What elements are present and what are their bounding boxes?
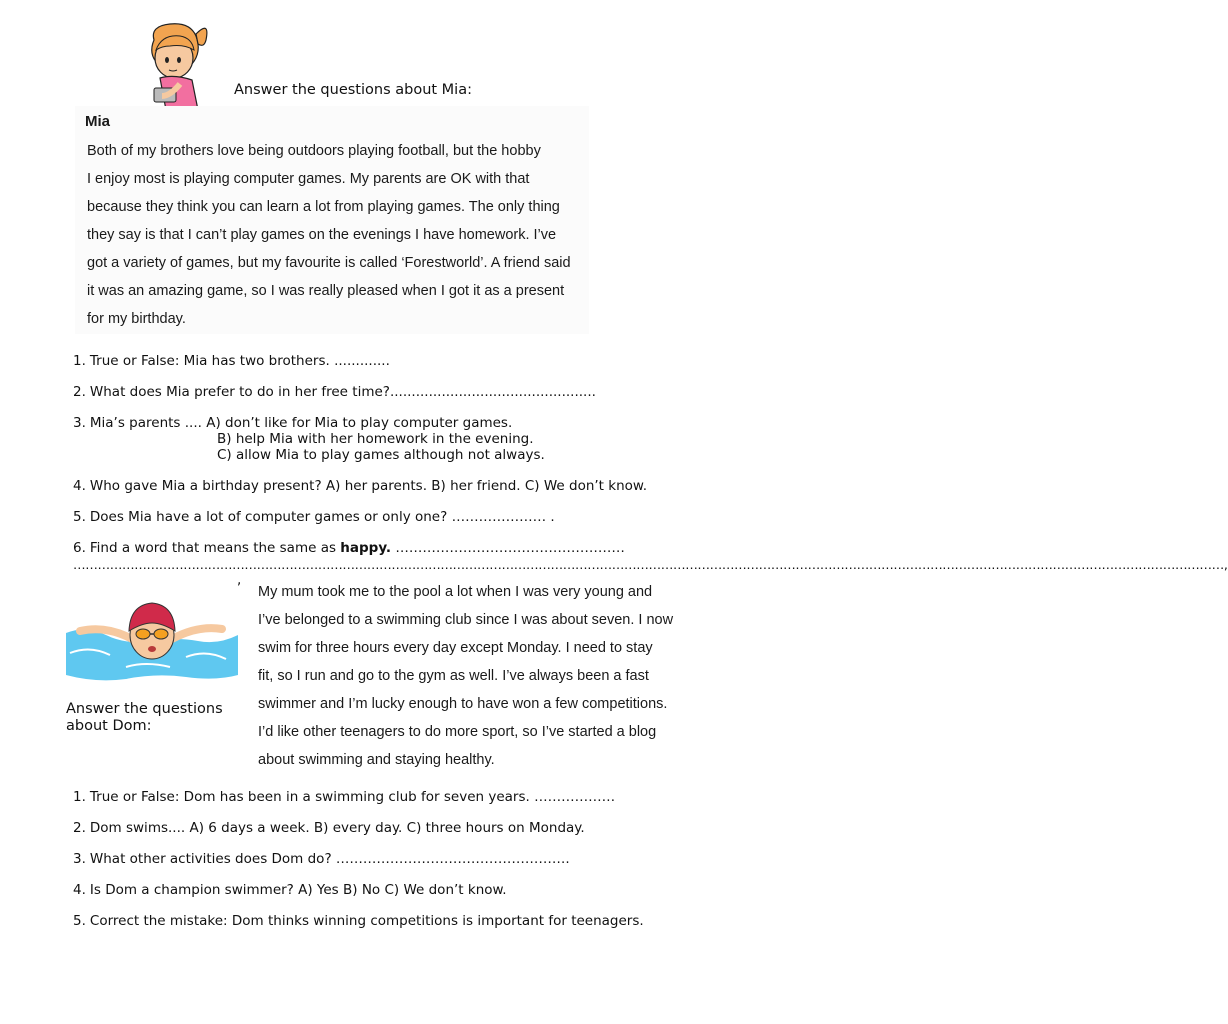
mia-passage-line: because they think you can learn a lot from playing games. The only thing (87, 199, 560, 215)
dom-heading-line1: Answer the questions (66, 701, 223, 717)
mia-passage-line: I enjoy most is playing computer games. My parents are OK with that (87, 171, 530, 187)
mia-question-3 (73, 415, 512, 431)
mia-passage-line: they say is that I can’t play games on the evenings I have homework. I’ve (87, 227, 557, 243)
question-number: 5. (73, 509, 86, 525)
mia-passage-line: it was an amazing game, so I was really pleased when I got it as a present (87, 283, 565, 299)
question-number: 2. (73, 820, 86, 836)
question-number: 1. (73, 789, 86, 805)
question-text: Dom swims.... A) 6 days a week. B) every day. C) three hours on Monday. (89, 820, 585, 836)
mia-question-2 (73, 384, 596, 400)
mia-passage-line: Both of my brothers love being outdoors playing football, but the hobby (87, 143, 541, 159)
mia-question-5 (73, 509, 555, 525)
question-number: 2. (73, 384, 86, 400)
dom-passage-line: swim for three hours every day except Monday. I need to stay (258, 640, 653, 656)
answer-dots-line: …………………………………………………………………………………………………………………………………………………………………………………………………………………………………………………………, (73, 557, 1228, 572)
question-number: 3. (73, 851, 86, 867)
mia-question-4 (73, 478, 647, 494)
question-text: True or False: Mia has two brothers. ............. (89, 353, 390, 369)
question-number: 4. (73, 882, 86, 898)
question-text: Correct the mistake: Dom thinks winning competitions is important for teenagers. (89, 913, 644, 929)
dom-question-2 (73, 820, 585, 836)
question-text: Mia’s parents .... A) don’t like for Mia to play computer games. (89, 415, 513, 431)
question-number: 6. (73, 540, 86, 556)
dom-question-1 (73, 789, 615, 805)
question-text: What does Mia prefer to do in her free time?................................................ (89, 384, 596, 400)
dom-passage-line: fit, so I run and go to the gym as well. I’ve always been a fast (258, 668, 649, 684)
question-text: Find a word that means the same as (89, 540, 341, 556)
dom-question-5 (73, 913, 644, 929)
swimmer-illustration (66, 595, 238, 683)
question-text: What other activities does Dom do? ……………………………………………. (89, 851, 570, 867)
stray-comma: , (237, 572, 242, 588)
mia-passage-line: for my birthday. (87, 311, 186, 327)
question-text: True or False: Dom has been in a swimming club for seven years. ……………… (89, 789, 616, 805)
mia-passage-line: got a variety of games, but my favourite is called ‘Forestworld’. A friend said (87, 255, 571, 271)
mia-q3-option-c: C) allow Mia to play games although not always. (217, 447, 545, 463)
question-text-after: …………………………………………… (391, 540, 625, 556)
mia-question-1 (73, 353, 390, 369)
question-number: 4. (73, 478, 86, 494)
dom-question-3 (73, 851, 570, 867)
question-number: 3. (73, 415, 86, 431)
mia-passage-name: Mia (85, 113, 111, 130)
dom-passage (248, 578, 688, 774)
question-number: 1. (73, 353, 86, 369)
dom-question-4 (73, 882, 507, 898)
question-text: Is Dom a champion swimmer? A) Yes B) No C) We don’t know. (89, 882, 507, 898)
mia-passage (75, 106, 589, 334)
question-bold-word: happy. (340, 540, 392, 556)
dom-passage-line: My mum took me to the pool a lot when I was very young and (258, 584, 653, 600)
dom-passage-line: I’ve belonged to a swimming club since I was about seven. I now (258, 612, 674, 628)
dom-passage-line: I’d like other teenagers to do more sport, so I’ve started a blog (258, 724, 657, 740)
mia-question-6 (73, 540, 625, 556)
question-text: Who gave Mia a birthday present? A) her parents. B) her friend. C) We don’t know. (89, 478, 647, 494)
mia-q3-option-b: B) help Mia with her homework in the evening. (217, 431, 534, 447)
mia-heading: Answer the questions about Mia: (234, 82, 472, 98)
dom-passage-line: swimmer and I’m lucky enough to have won a few competitions. (258, 696, 668, 712)
question-number: 5. (73, 913, 86, 929)
question-text: Does Mia have a lot of computer games or only one? ………………… . (89, 509, 555, 525)
dom-passage-line: about swimming and staying healthy. (258, 752, 495, 768)
dom-heading-line2: about Dom: (66, 718, 152, 734)
